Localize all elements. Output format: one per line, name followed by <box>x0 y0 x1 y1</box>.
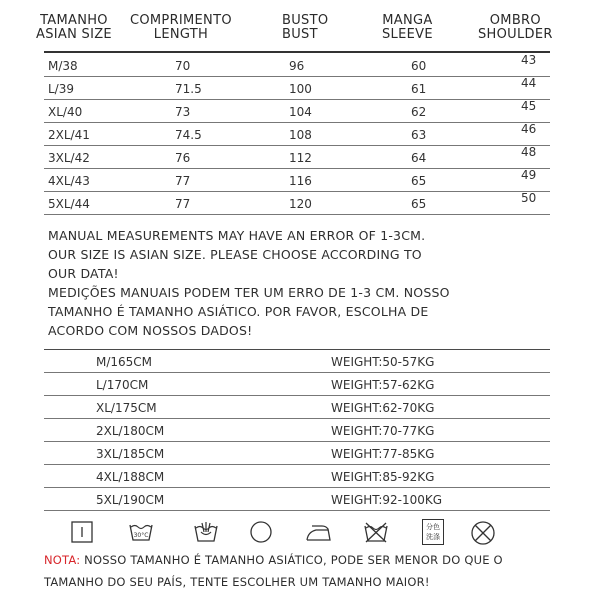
length-cell: 74.5 <box>175 128 202 142</box>
bust-cell: 100 <box>289 82 312 96</box>
height-size-cell: XL/175CM <box>96 401 157 415</box>
weight-cell: WEIGHT:77-85KG <box>331 447 435 461</box>
height-size-cell: 2XL/180CM <box>96 424 165 438</box>
shoulder-cell: 44 <box>521 76 537 90</box>
length-cell: 77 <box>175 174 191 188</box>
footer-nota-label: NOTA: <box>44 553 81 567</box>
sleeve-cell: 63 <box>411 128 427 142</box>
table-row <box>44 169 550 192</box>
footer-text-2: TAMANHO DO SEU PAÍS, TENTE ESCOLHER UM TAMANHO MAIOR! <box>44 575 430 589</box>
table-row <box>44 488 550 511</box>
header-size-pt: TAMANHO <box>40 13 108 28</box>
bust-cell: 112 <box>289 151 312 165</box>
header-length-en: LENGTH <box>153 27 209 42</box>
height-size-cell: 5XL/190CM <box>96 493 165 507</box>
bust-cell: 104 <box>289 105 312 119</box>
table-row <box>44 350 550 373</box>
header-sleeve <box>382 14 433 42</box>
row-divider <box>44 510 550 511</box>
no-bleach-icon <box>362 520 390 544</box>
header-sleeve-en: SLEEVE <box>382 27 433 42</box>
header-bust-pt: BUSTO <box>282 13 329 28</box>
shoulder-cell: 49 <box>521 168 537 182</box>
weight-cell: WEIGHT:62-70KG <box>331 401 435 415</box>
sleeve-cell: 64 <box>411 151 427 165</box>
bust-cell: 108 <box>289 128 312 142</box>
sleeve-cell: 60 <box>411 59 427 73</box>
length-cell: 70 <box>175 59 191 73</box>
header-shoulder <box>478 14 553 42</box>
height-size-cell: 4XL/188CM <box>96 470 165 484</box>
footer-note-line-1 <box>44 553 503 567</box>
footer-note-line-2 <box>44 575 430 589</box>
note-en-line-2: OUR SIZE IS ASIAN SIZE. PLEASE CHOOSE ACCORDING TO <box>48 247 422 262</box>
separate-wash-label-1: 分色 <box>426 523 440 531</box>
height-size-cell: M/165CM <box>96 355 153 369</box>
separate-wash-label-2: 洗涤 <box>426 533 440 541</box>
weight-cell: WEIGHT:85-92KG <box>331 470 435 484</box>
table-row <box>44 192 550 215</box>
measurement-note <box>48 226 568 340</box>
header-bust <box>282 14 328 42</box>
footer-text-1: NOSSO TAMANHO É TAMANHO ASIÁTICO, PODE SER MENOR DO QUE O <box>80 553 503 567</box>
note-en-line-3: OUR DATA! <box>48 266 119 281</box>
height-size-cell: 3XL/185CM <box>96 447 165 461</box>
shoulder-cell: 46 <box>521 122 537 136</box>
shoulder-cell: 50 <box>521 191 537 205</box>
note-pt-line-2: TAMANHO É TAMANHO ASIÁTICO. POR FAVOR, ESCOLHA DE <box>48 304 429 319</box>
header-shoulder-en: SHOULDER <box>478 27 553 42</box>
height-size-cell: L/170CM <box>96 378 149 392</box>
shoulder-cell: 45 <box>521 99 537 113</box>
size-cell: L/39 <box>48 82 74 96</box>
size-cell: 5XL/44 <box>48 197 90 211</box>
table-row <box>44 146 550 169</box>
table-row <box>44 419 550 442</box>
header-sleeve-pt: MANGA <box>382 13 433 28</box>
header-length-pt: COMPRIMENTO <box>130 13 232 28</box>
separate-wash-icon <box>422 519 444 545</box>
note-pt-line-1: MEDIÇÕES MANUAIS PODEM TER UM ERRO DE 1-3 CM. NOSSO <box>48 285 450 300</box>
header-shoulder-pt: OMBRO <box>489 13 541 28</box>
table-row <box>44 465 550 488</box>
shoulder-cell: 48 <box>521 145 537 159</box>
sleeve-cell: 61 <box>411 82 427 96</box>
weight-cell: WEIGHT:92-100KG <box>331 493 443 507</box>
row-divider <box>44 214 550 215</box>
tumble-dry-icon <box>70 520 94 544</box>
note-pt-line-3: ACORDO COM NOSSOS DADOS! <box>48 323 253 338</box>
header-size-en: ASIAN SIZE <box>36 27 112 42</box>
iron-icon <box>304 520 332 544</box>
sleeve-cell: 62 <box>411 105 427 119</box>
size-cell: 4XL/43 <box>48 174 90 188</box>
wash-temp-label: 30°C <box>133 532 149 539</box>
size-cell: XL/40 <box>48 105 83 119</box>
table-row <box>44 54 550 77</box>
length-cell: 77 <box>175 197 191 211</box>
table-row <box>44 100 550 123</box>
no-tumble-dry-icon <box>470 520 496 546</box>
bust-cell: 96 <box>289 59 305 73</box>
weight-cell: WEIGHT:50-57KG <box>331 355 435 369</box>
sleeve-cell: 65 <box>411 197 427 211</box>
dry-clean-icon <box>249 520 273 544</box>
note-en-line-1: MANUAL MEASUREMENTS MAY HAVE AN ERROR OF 1-3CM. <box>48 228 426 243</box>
header-bust-en: BUST <box>282 27 318 42</box>
size-cell: 3XL/42 <box>48 151 90 165</box>
length-cell: 73 <box>175 105 191 119</box>
weight-cell: WEIGHT:57-62KG <box>331 378 435 392</box>
wash-30-icon <box>128 520 154 544</box>
shoulder-cell: 43 <box>521 53 537 67</box>
sleeve-cell: 65 <box>411 174 427 188</box>
header-rule <box>44 51 550 53</box>
header-size <box>36 14 112 42</box>
size-cell: 2XL/41 <box>48 128 90 142</box>
table-row <box>44 77 550 100</box>
length-cell: 71.5 <box>175 82 202 96</box>
table-row <box>44 373 550 396</box>
bust-cell: 120 <box>289 197 312 211</box>
header-length <box>130 14 232 42</box>
table-row <box>44 442 550 465</box>
table-row <box>44 123 550 146</box>
bust-cell: 116 <box>289 174 312 188</box>
weight-cell: WEIGHT:70-77KG <box>331 424 435 438</box>
length-cell: 76 <box>175 151 191 165</box>
size-cell: M/38 <box>48 59 78 73</box>
hand-wash-icon <box>192 520 220 544</box>
table-row <box>44 396 550 419</box>
